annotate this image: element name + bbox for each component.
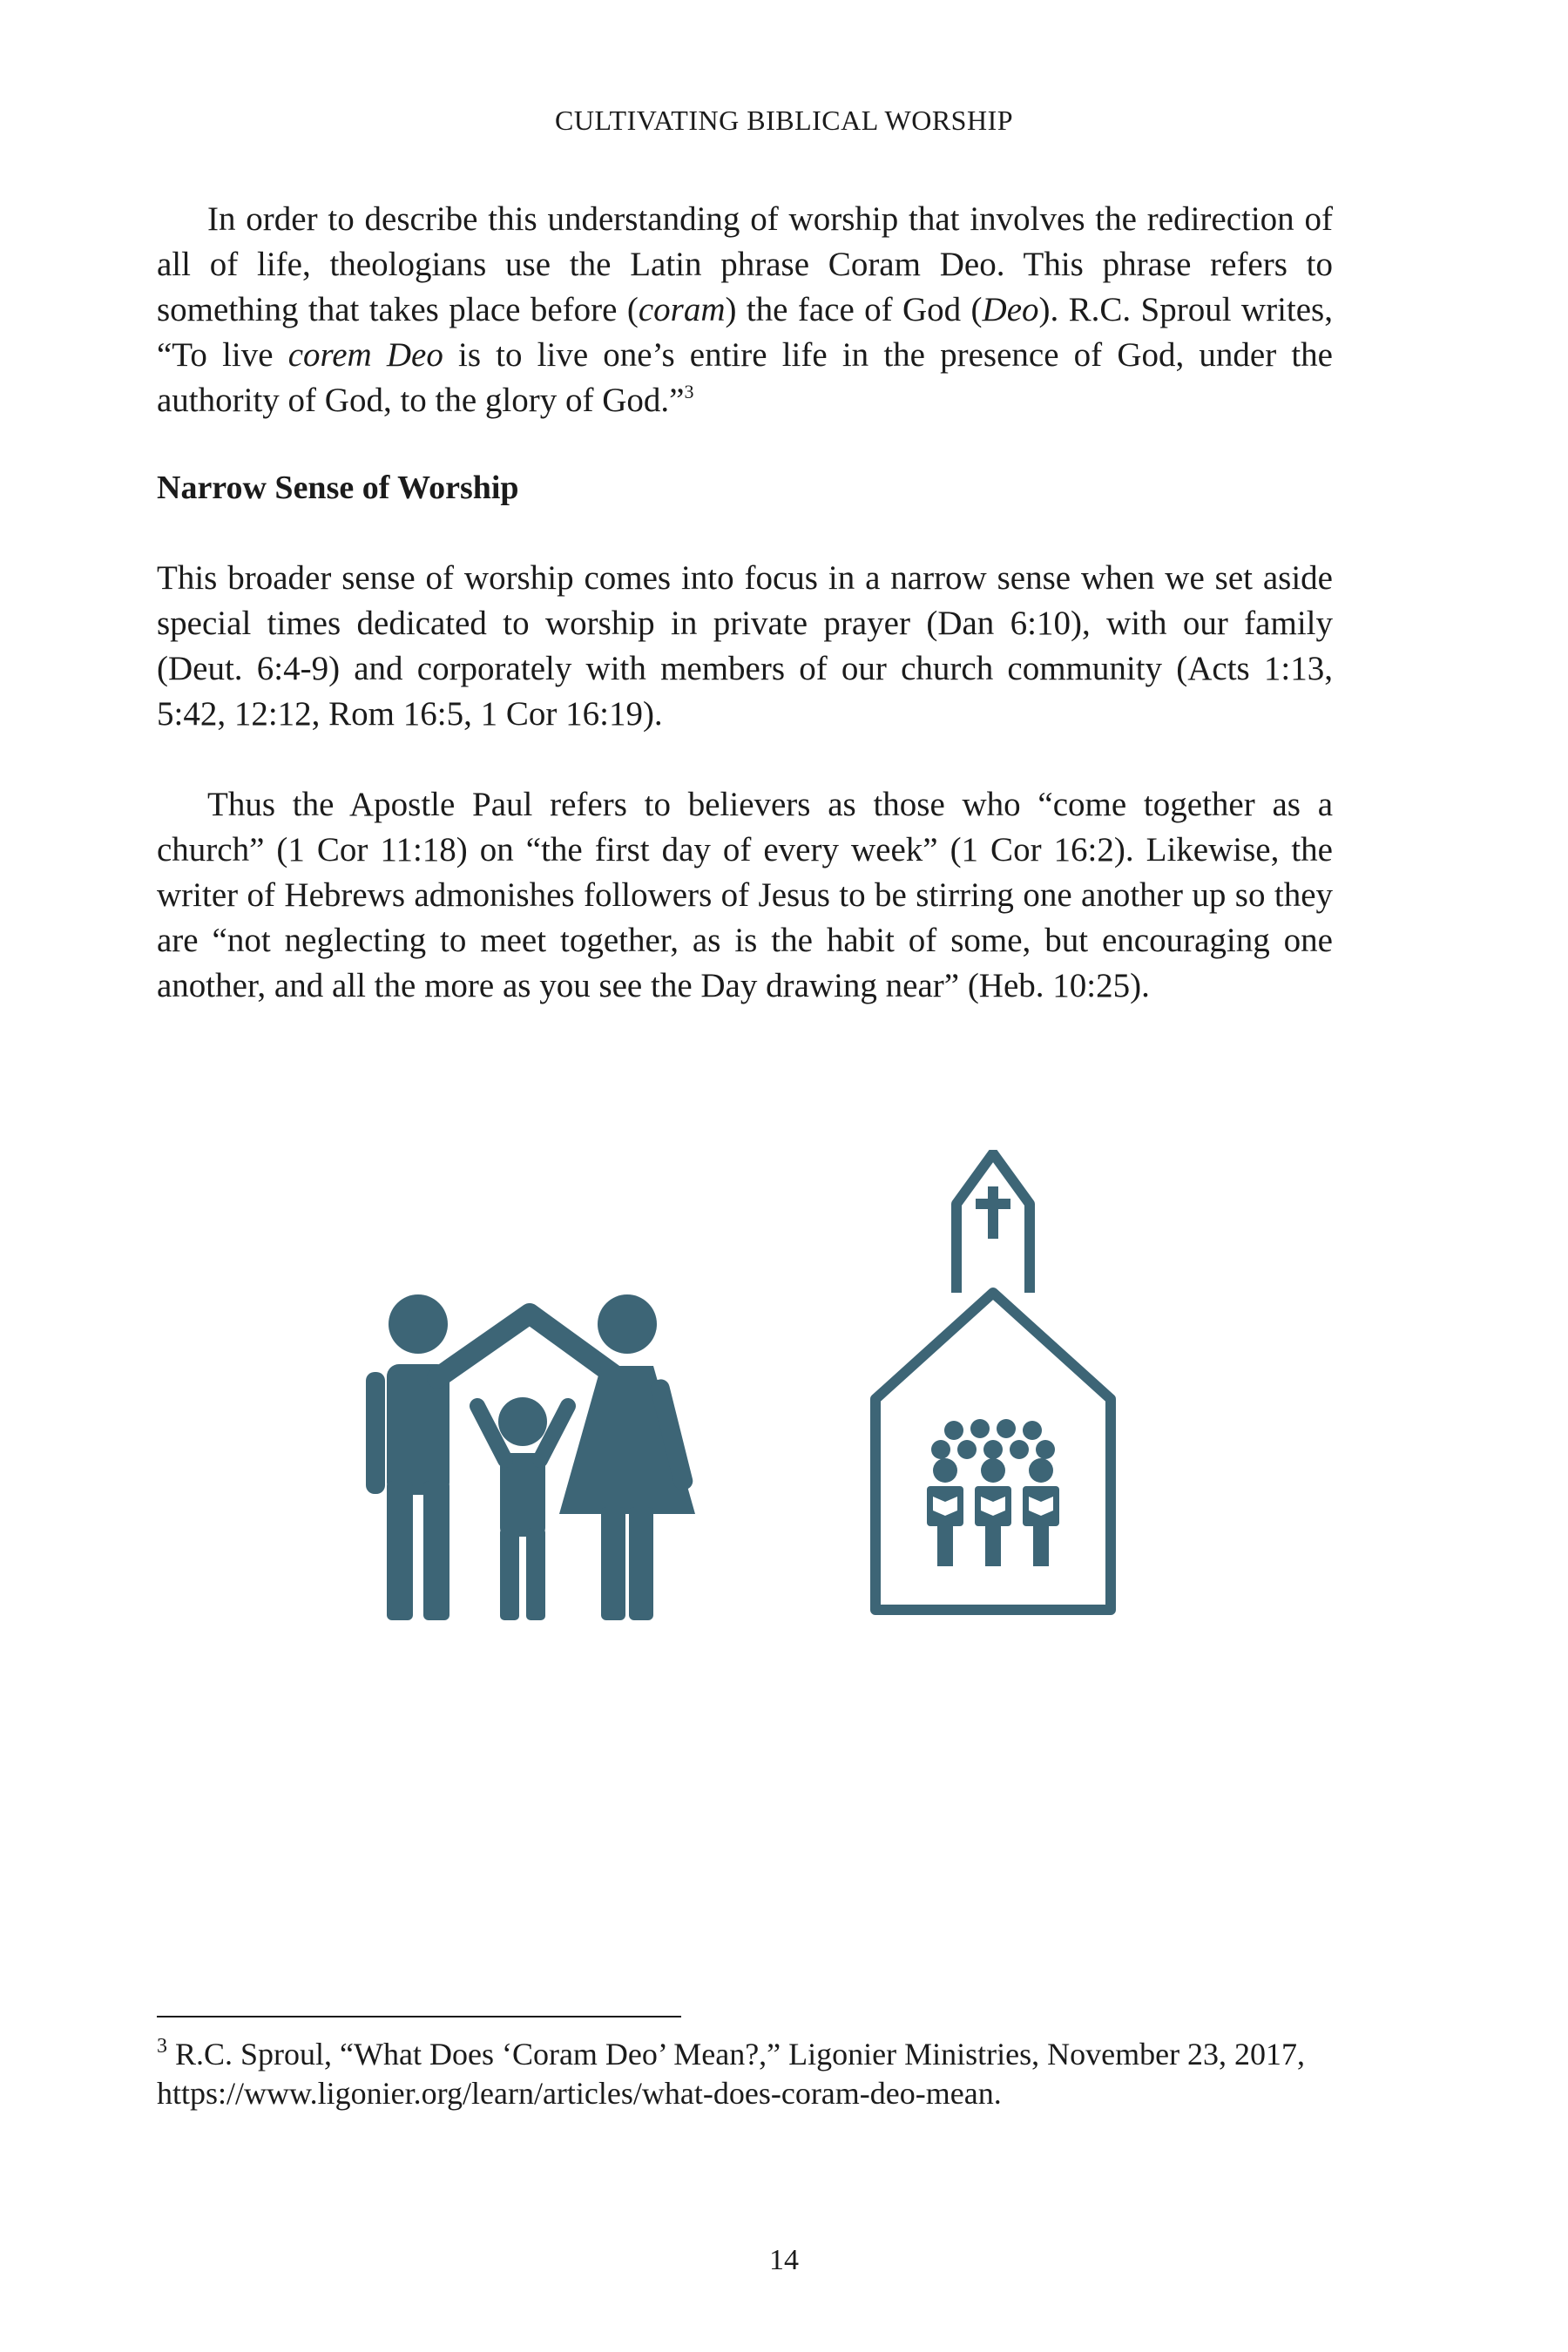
latin-coram: coram — [638, 291, 726, 328]
worship-illustration — [340, 1150, 1159, 1620]
footnote-number: 3 — [157, 2035, 167, 2058]
paragraph2-text: This broader sense of worship comes into focus in a narrow sense when we set aside special times dedicated to worship in private prayer (Dan 6:10), with our family (Deut. 6:4-9) and corporately with members of our church community (Acts 1:13, 5:42, 12:12, Rom 16:5, 1 Cor 16:19). — [157, 559, 1333, 733]
footnote-reference[interactable]: 3 — [684, 381, 694, 402]
section-heading-block — [157, 469, 1333, 507]
paragraph3-text: Thus the Apostle Paul refers to believers as those who “come together as a church” (1 Cor 11:18) on “the first day of every week” (1 Cor 16:2). Likewise, the writer of Hebrews admonishes followers of Jesus to be stirring one another up so they are “not neglecting to meet together, as is the habit of some, but encouraging one another, and all the more as you see the Day drawing near” (Heb. 10:25). — [157, 786, 1333, 1004]
paragraph-coram-deo — [157, 197, 1333, 423]
paragraph1-text-a: In order to describe this understanding of worship that involves the redirection of all of life, theologians use the Latin phrase Coram Deo. This phrase refers to something that takes place before ( — [157, 200, 1333, 328]
footnote — [157, 2035, 1333, 2113]
paragraph1-text-c: ). R.C. Sproul writes, “To live — [157, 291, 1333, 374]
church-congregation-icon — [875, 1153, 1111, 1610]
latin-corem-deo: corem Deo — [287, 336, 443, 374]
paragraph1-text-b: ) the face of God ( — [725, 291, 983, 328]
family-icon — [366, 1294, 695, 1620]
paragraph-apostle-paul — [157, 782, 1333, 1009]
running-header: CULTIVATING BIBLICAL WORSHIP — [554, 105, 1014, 136]
footnote-text: R.C. Sproul, “What Does ‘Coram Deo’ Mean?,” Ligonier Ministries, November 23, 2017, https://www.ligonier.org/learn/articles/what-does-coram-deo-mean. — [157, 2037, 1306, 2111]
section-heading: Narrow Sense of Worship — [157, 470, 519, 506]
paragraph-narrow-sense — [157, 556, 1333, 737]
page-number: 14 — [769, 2244, 799, 2276]
footnote-divider — [157, 2016, 681, 2017]
paragraph1-text-d: is to live one’s entire life in the presence of God, under the authority of God, to the glory of God.” — [157, 336, 1333, 419]
latin-deo: Deo — [982, 291, 1039, 328]
